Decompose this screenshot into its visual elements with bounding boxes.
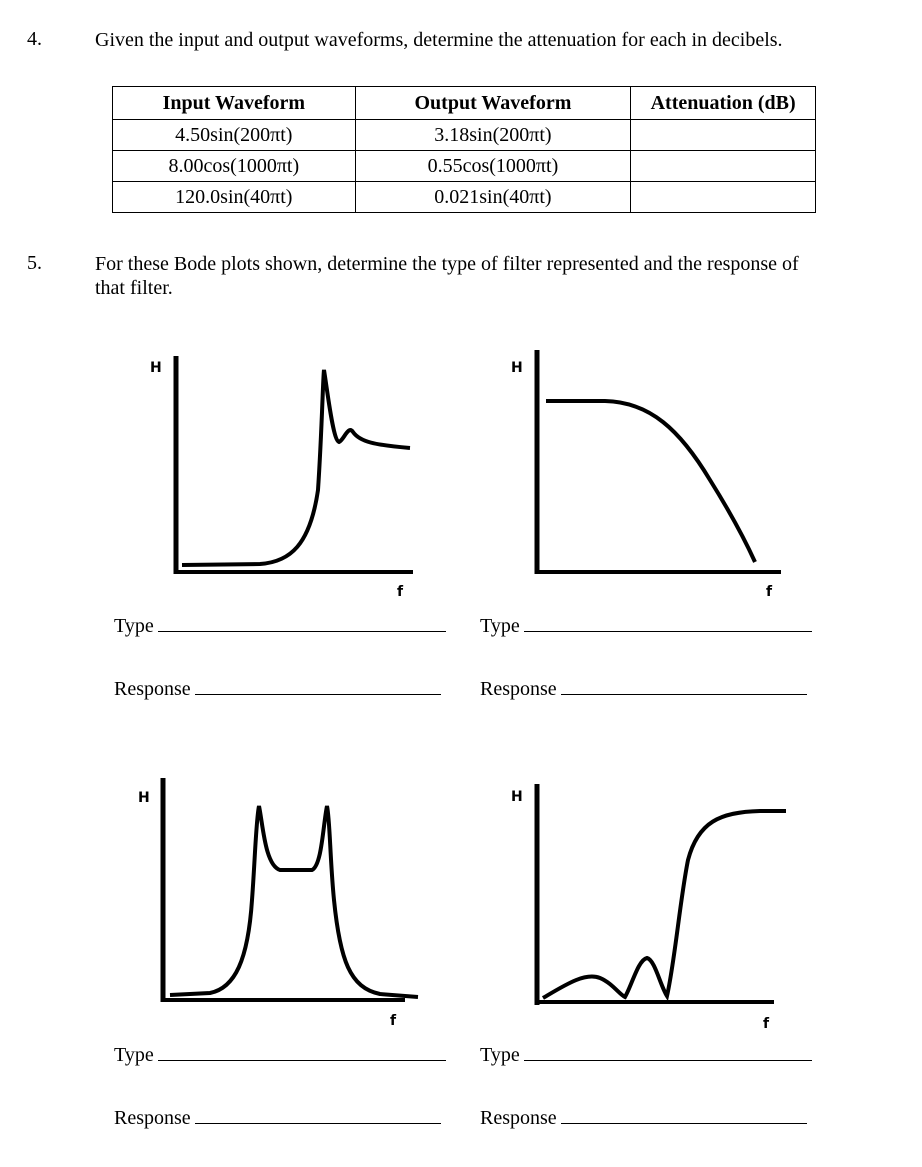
response-answer-2: [480, 676, 807, 701]
waveform-table: [112, 86, 816, 213]
response-label: Response: [480, 678, 557, 700]
x-axis-label: f: [390, 1013, 397, 1029]
header-input-waveform: Input Waveform: [113, 87, 356, 120]
y-axis-label: H: [511, 789, 523, 805]
response-label: Response: [114, 678, 191, 700]
response-curve: [543, 811, 786, 998]
response-input-line[interactable]: [561, 676, 807, 695]
type-input-line[interactable]: [524, 1042, 812, 1061]
type-input-line[interactable]: [158, 1042, 446, 1061]
output-cell: 0.55cos(1000πt): [355, 151, 631, 182]
response-answer-3: [114, 1105, 441, 1130]
question-4-text: Given the input and output waveforms, determine the attenuation for each in decibels.: [95, 29, 783, 51]
type-label: Type: [480, 615, 520, 637]
y-axis-label: H: [511, 360, 523, 376]
input-cell: 4.50sin(200πt): [113, 120, 356, 151]
table-row: [113, 182, 816, 213]
type-answer-1: [114, 613, 446, 638]
response-curve: [170, 806, 418, 997]
y-axis-label: H: [150, 360, 162, 376]
question-4-number: 4.: [27, 28, 42, 50]
question-5-text-line2: that filter.: [95, 277, 173, 299]
type-answer-2: [480, 613, 812, 638]
type-label: Type: [114, 1044, 154, 1066]
attenuation-cell[interactable]: [631, 120, 816, 151]
table-row: [113, 120, 816, 151]
type-input-line[interactable]: [158, 613, 446, 632]
response-label: Response: [114, 1107, 191, 1129]
x-axis-label: f: [397, 584, 404, 600]
table-row: [113, 151, 816, 182]
response-input-line[interactable]: [561, 1105, 807, 1124]
input-cell: 120.0sin(40πt): [113, 182, 356, 213]
header-output-waveform: Output Waveform: [355, 87, 631, 120]
y-axis-label: H: [138, 790, 150, 806]
type-label: Type: [114, 615, 154, 637]
x-axis-label: f: [766, 584, 773, 600]
response-answer-4: [480, 1105, 807, 1130]
table-header-row: [113, 87, 816, 120]
response-answer-1: [114, 676, 441, 701]
output-cell: 3.18sin(200πt): [355, 120, 631, 151]
response-curve: [546, 401, 755, 562]
response-input-line[interactable]: [195, 676, 441, 695]
type-answer-4: [480, 1042, 812, 1067]
attenuation-cell[interactable]: [631, 182, 816, 213]
type-answer-3: [114, 1042, 446, 1067]
response-curve: [182, 370, 410, 565]
question-5-number: 5.: [27, 252, 42, 274]
response-input-line[interactable]: [195, 1105, 441, 1124]
type-input-line[interactable]: [524, 613, 812, 632]
x-axis-label: f: [763, 1016, 770, 1032]
response-label: Response: [480, 1107, 557, 1129]
attenuation-cell[interactable]: [631, 151, 816, 182]
header-attenuation: Attenuation (dB): [631, 87, 816, 120]
question-5-text-line1: For these Bode plots shown, determine the type of filter represented and the response of: [95, 253, 799, 275]
output-cell: 0.021sin(40πt): [355, 182, 631, 213]
input-cell: 8.00cos(1000πt): [113, 151, 356, 182]
type-label: Type: [480, 1044, 520, 1066]
